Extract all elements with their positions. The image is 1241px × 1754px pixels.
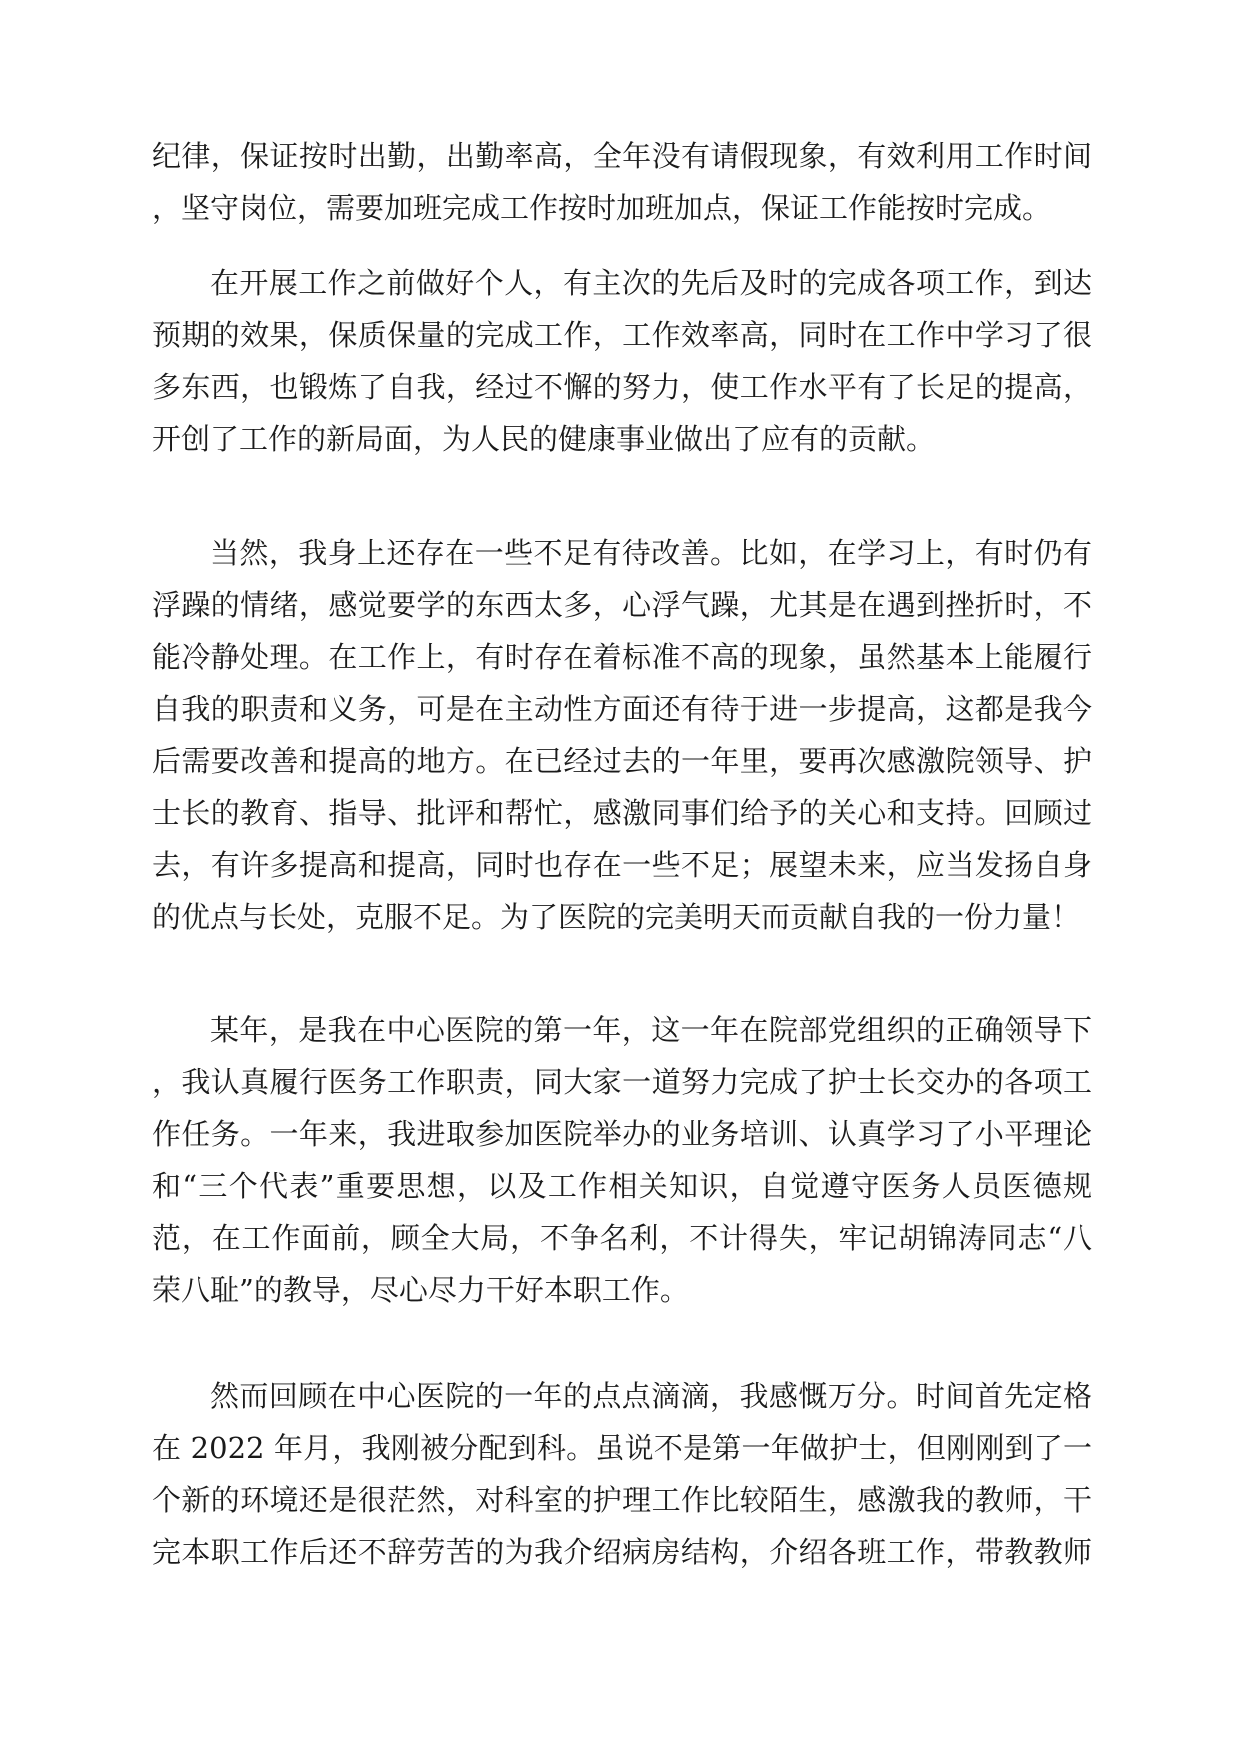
text-line: 浮躁的情绪，感觉要学的东西太多，心浮气躁，尤其是在遇到挫折时，不 — [152, 588, 1092, 622]
text-line: ，我认真履行医务工作职责，同大家一道努力完成了护士长交办的各项工 — [152, 1065, 1092, 1099]
text-line: 能冷静处理。在工作上，有时存在着标准不高的现象，虽然基本上能履行 — [152, 640, 1092, 674]
text-line: 作任务。一年来，我进取参加医院举办的业务培训、认真学习了小平理论 — [152, 1117, 1092, 1151]
text-line: 范，在工作面前，顾全大局，不争名利，不计得失，牢记胡锦涛同志“八 — [152, 1221, 1092, 1255]
paragraph — [152, 527, 1092, 943]
text-line: 多东西，也锻炼了自我，经过不懈的努力，使工作水平有了长足的提高， — [152, 370, 1092, 404]
text-line: 开创了工作的新局面，为人民的健康事业做出了应有的贡献。 — [152, 422, 936, 456]
text-line: 士长的教育、指导、批评和帮忙，感激同事们给予的关心和支持。回顾过 — [152, 796, 1092, 830]
text-line: 去，有许多提高和提高，同时也存在一些不足；展望未来，应当发扬自身 — [152, 848, 1092, 882]
paragraph — [152, 1004, 1092, 1316]
paragraph — [152, 1370, 1092, 1578]
text-line: 的优点与长处，克服不足。为了医院的完美明天而贡献自我的一份力量！ — [152, 900, 1081, 934]
paragraph — [152, 130, 1092, 234]
text-line: 个新的环境还是很茫然，对科室的护理工作比较陌生，感激我的教师，干 — [152, 1483, 1092, 1517]
text-line: ，坚守岗位，需要加班完成工作按时加班加点，保证工作能按时完成。 — [152, 191, 1052, 225]
text-line: 当然，我身上还存在一些不足有待改善。比如，在学习上，有时仍有 — [210, 536, 1092, 570]
text-line: 在开展工作之前做好个人，有主次的先后及时的完成各项工作，到达 — [210, 266, 1092, 300]
text-line: 某年，是我在中心医院的第一年，这一年在院部党组织的正确领导下 — [210, 1013, 1092, 1047]
text-line: 然而回顾在中心医院的一年的点点滴滴，我感慨万分。时间首先定格 — [210, 1379, 1092, 1413]
text-line: 和“三个代表”重要思想，以及工作相关知识，自觉遵守医务人员医德规 — [152, 1169, 1092, 1203]
paragraph — [152, 257, 1092, 465]
text-line: 完本职工作后还不辞劳苦的为我介绍病房结构，介绍各班工作，带教教师 — [152, 1535, 1092, 1569]
text-line: 在 2022 年月，我刚被分配到科。虽说不是第一年做护士，但刚刚到了一 — [152, 1431, 1092, 1465]
text-line: 纪律，保证按时出勤，出勤率高，全年没有请假现象，有效利用工作时间 — [152, 139, 1092, 173]
text-line: 后需要改善和提高的地方。在已经过去的一年里，要再次感激院领导、护 — [152, 744, 1092, 778]
text-line: 自我的职责和义务，可是在主动性方面还有待于进一步提高，这都是我今 — [152, 692, 1092, 726]
text-line: 预期的效果，保质保量的完成工作，工作效率高，同时在工作中学习了很 — [152, 318, 1092, 352]
text-line: 荣八耻”的教导，尽心尽力干好本职工作。 — [152, 1273, 689, 1307]
